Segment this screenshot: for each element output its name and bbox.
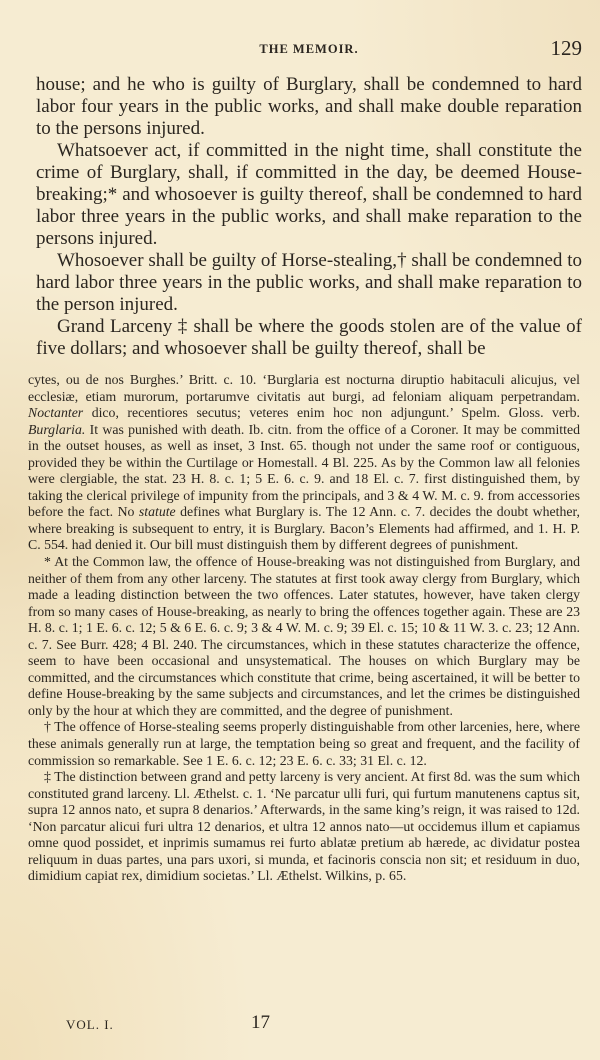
footnote-asterisk: * At the Common law, the offence of House-breaking was not distinguished from Burglary, and neither of them from any other larceny. The statutes at first took away clergy from Burglary, which made a leading distinction between the two offences. Later statutes, however, have taken clergy from so many cases of House-breaking, as nearly to bring the offences together again. These are 23 H. 8. c. 1; 1 E. 6. c. 12; 5 & 6 E. 6. c. 9; 3 & 4 W. M. c. 9; 39 El. c. 15; 10 & 11 W. 3. c. 23; 12 Ann. c. 7. See Burr. 428; 4 Bl. 240. The circumstances, which in these statutes characterize the offence, seem to have been occasional and unsystematical. The houses on which Burglary may be committed, and the circumstances which constitute that crime, being ascertained, it will be better to define House-breaking by the same subjects and circumstances, and let the crimes be distinguished only by the hour at which they are committed, and the degree of punishment. xyxy=(28,554,580,718)
paragraph: Whosoever shall be guilty of Horse-stealing,† shall be condemned to hard labor three years in the public works, and shall make reparation to the person injured. xyxy=(36,250,582,315)
footnote-text: It was punished with death. Ib. citn. from the office of a Coroner. It may be committed in the outset houses, as well as inset, 3 Inst. 65. though not under the same roof or contiguous, provided they be within the Curtilage or Homestall. 4 Bl. 225. As by the Common law all felonies were clergiable, the stat. 23 H. 8. c. 1; 5 E. 6. c. 9. and 18 El. c. 7. first distinguished them, by taking the clerical privilege of impunity from the principals, and 3 & 4 W. M. c. 9. from accessories before the fact. No xyxy=(28,421,580,520)
volume-label: VOL. I. xyxy=(66,1017,114,1032)
page-number: 129 xyxy=(550,36,582,60)
footnote-text: defines what Burglary is. The 12 Ann. c. 7. decides the doubt whether, where breaking is subsequent to entry, it is Burglary. Bacon’s Elements had affirmed, and 1. H. P. C. 554. had denied it. Our bill must distinguish them by different degrees of punishment. xyxy=(28,504,580,553)
footnote-italic: Burglaria. xyxy=(28,421,86,437)
paragraph: Whatsoever act, if committed in the night time, shall constitute the crime of Burglary, shall, if committed in the day, be deemed House-breaking;* and whosoever is guilty thereof, shall be condemned to hard labor three years in the public works, and shall make reparation to the persons injured. xyxy=(36,140,582,249)
main-text xyxy=(36,74,582,360)
signature-mark: 17 xyxy=(251,1012,270,1033)
running-title: THE MEMOIR. xyxy=(259,42,359,56)
footnote-italic: statute xyxy=(138,504,176,520)
signature-line xyxy=(66,1012,286,1038)
running-head xyxy=(36,36,582,60)
paragraph: Grand Larceny ‡ shall be where the goods stolen are of the value of five dollars; and whosoever shall be guilty thereof, shall be xyxy=(36,316,582,359)
footnote-text: cytes, ou de nos Burghes.’ Britt. c. 10. ‘Burglaria est nocturna diruptio habitaculi alicujus, vel ecclesiæ, etiam murorum, portarumve civitatis aut burgi, ad feloniam aliquam perpetrandam. xyxy=(28,372,580,404)
footnote-italic: Noctanter xyxy=(28,405,84,421)
footnote-text: dico, recentiores secutus; veteres enim hoc non adjungunt.’ Spelm. Gloss. verb. xyxy=(83,405,580,421)
footnote-double-dagger: ‡ The distinction between grand and petty larceny is very ancient. At first 8d. was the sum which constituted grand larceny. Ll. Æthelst. c. 1. ‘Ne parcatur ulli furi, qui furtum manutenens captus sit, supra 12 annos nato, et supra 8 denarios.’ Afterwards, in the same king’s reign, it was raised to 12d. ‘Non parcatur alicui furi ultra 12 denarios, et ultra 12 annos nato—ut occidemus illum et capiamus omne quod possidet, et inprimis sumamus rei furto ablatæ pretium ab hærede, ac dividatur postea reliquum in duas partes, una pars uxori, si munda, et facinoris conscia non sit; et residuum in duo, dimidium capiat rex, dimidium societas.’ Ll. Æthelst. Wilkins, p. 65. xyxy=(28,769,580,884)
footnotes xyxy=(28,372,580,885)
footnote-continued xyxy=(28,372,580,554)
paragraph: house; and he who is guilty of Burglary, shall be condemned to hard labor four years in the public works, and shall make double reparation to the persons injured. xyxy=(36,74,582,139)
footnote-dagger: † The offence of Horse-stealing seems properly distinguishable from other larcenies, here, where these animals generally run at large, the temptation being so great and frequent, and the facility of commission so remarkable. See 1 E. 6. c. 12; 23 E. 6. c. 33; 31 El. c. 12. xyxy=(28,719,580,768)
